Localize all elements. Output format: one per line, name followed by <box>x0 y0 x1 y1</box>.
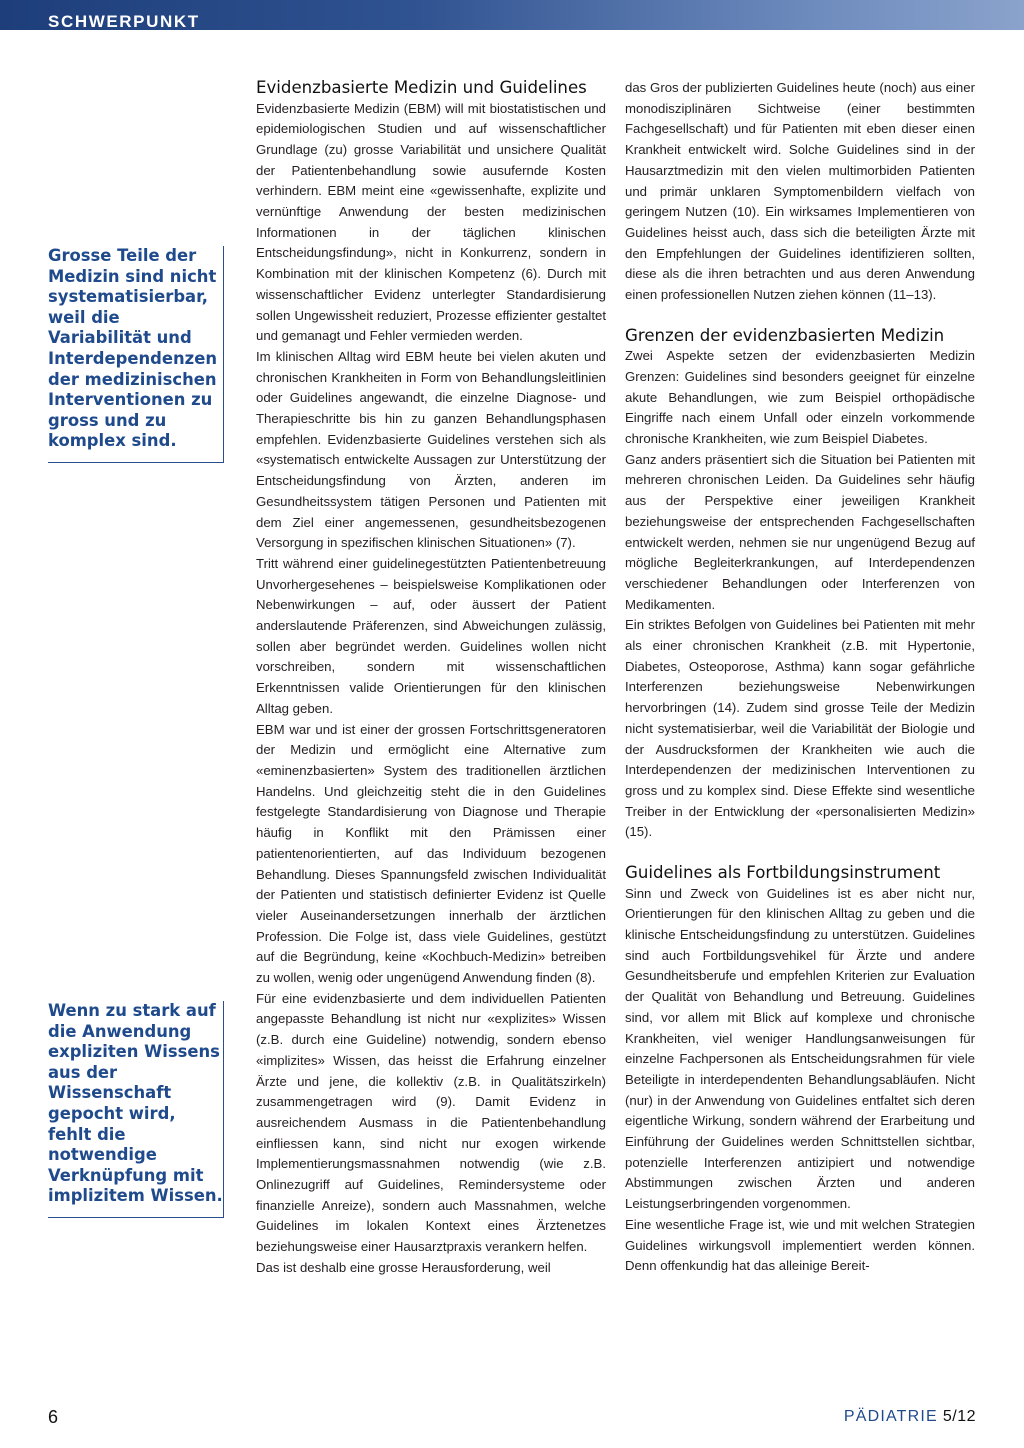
section-label: SCHWERPUNKT <box>48 12 200 31</box>
body-paragraph: Eine wesentliche Frage ist, wie und mit welchen Strategien Guidelines wirkungsvoll implementiert werden können. Denn offenkundig hat das alleinige Bereit- <box>625 1216 975 1274</box>
journal-name: PÄDIATRIE <box>843 1408 938 1425</box>
pull-quote-1 <box>48 246 224 463</box>
body-paragraph: das Gros der publizierten Guidelines heute (noch) aus einer monodisziplinären Sichtweise (einer bestimmten Fachgesellschaft) und für Patienten mit eben dieser einen Krankheit entwickelt wird. Solche Guidelines sind in der Hausarztmedizin mit den vielen multimorbiden Patienten und primär unklaren Symptomenbildern vielfach von geringem Nutzen (10). Ein wirksames Implementieren von Guidelines heisst auch, dass sich die beteiligten Ärzte mit den Empfehlungen der Guidelines identifizieren sollten, diese als die ihren betrachten und aus deren Anwendung einen professionellen Nutzen ziehen können (11–13). <box>625 80 975 303</box>
body-paragraph: Das ist deshalb eine grosse Herausforderung, weil <box>256 1259 551 1275</box>
body-paragraph: Zwei Aspekte setzen der evidenzbasierten Medizin Grenzen: Guidelines sind besonders geeignet für einzelne akute Behandlungen, wie zum Beispiel orthopädische Eingriffe nach einem Unfall oder einzeln vorkommende chronische Krankheiten, wie zum Beispiel Diabetes. <box>625 348 975 447</box>
page-number: 6 <box>48 1407 59 1427</box>
pull-quote-2 <box>48 1001 224 1218</box>
body-paragraph: EBM war und ist einer der grossen Fortschrittsgeneratoren der Medizin und ermöglicht eine Alternative zum «eminenzbasierten» System des traditionellen ärztlichen Handelns. Und gleichzeitig steht die in den Guidelines festgelegte Standardisierung von Diagnose und Therapie häufig in Konflikt mit den Prämissen einer patientenorientierten, auf das Individuum bezogenen Behandlung. Dieses Spannungsfeld zwischen Individualität der Patienten und statistisch definierter Evidenz ist Quelle vieler Auseinandersetzungen innerhalb der ärztlichen Profession. Die Folge ist, dass viele Guidelines, gestützt auf die Begründung, keine «Kochbuch-Medizin» betreiben zu wollen, wenig oder ungenügend Anwendung finden (8). <box>256 721 606 986</box>
body-paragraph: Ganz anders präsentiert sich die Situation bei Patienten mit mehreren chronischen Leiden. Da Guidelines sehr häufig aus der Perspektive einer jeweiligen Krankheit beziehungsweise der entsprechenden Fachgesellschaften entwickelt werden, nehmen sie nur ungenügend Bezug auf mögliche Begleiterkrankungen, auf Interdependenzen verschiedener Behandlungen oder Interferenzen von Medikamenten. <box>625 451 975 612</box>
body-paragraph: Für eine evidenzbasierte und dem individuellen Patienten angepasste Behandlung ist nicht nur «explizites» Wissen (z.B. durch eine Guideline) notwendig, sondern ebenso «implizites» Wissen, das heisst die Erfahrung einzelner Ärzte und jene, die kollektiv (z.B. in Qualitätszirkeln) zusammengetragen wird (9). Damit Evidenz in ausreichendem Ausmass in die Patientenbehandlung einfliessen kann, sind nicht nur exogen wirkende Implementierungsmassnahmen notwendig (wie z.B. Onlinezugriff auf Guidelines, Remindersysteme oder finanzielle Anreize), sondern auch Massnahmen, welche Guidelines im lokalen Kontext eines Ärztenetzes beziehungsweise einer Hausarztpraxis verankern helfen. <box>256 990 606 1255</box>
section-header-bar <box>0 0 1024 30</box>
section-heading: Guidelines als Fortbildungsinstrument <box>625 863 941 883</box>
body-paragraph: Ein striktes Befolgen von Guidelines bei Patienten mit mehr als einer chronischen Krankheit (z.B. mit Hypertonie, Diabetes, Osteoporose, Asthma) kann sogar gefährliche Interferenzen beziehungsweise Nebenwirkungen hervorbringen (14). Zudem sind grosse Teile der Medizin nicht systematisierbar, weil die Variabilität der Biologie und der Ausdrucksformen der Krankheiten wie auch die Interdependenzen der medizinischen Interventionen zu gross und zu komplex sind. Diese Effekte sind wesentliche Treiber in der Entwicklung der «personalisierten Medizin» (15). <box>625 617 975 840</box>
pull-quote-text: Wenn zu stark auf die Anwendung expliziten Wissens aus der Wissenschaft gepocht wird, fehlt die notwendige Verknüpfung mit implizitem Wissen. <box>48 1001 223 1206</box>
body-paragraph: Im klinischen Alltag wird EBM heute bei vielen akuten und chronischen Krankheiten in Form von Behandlungsleitlinien oder Guidelines angewandt, die einzelne Diagnose- und Therapieschritte bis hin zu ganzen Behandlungsphasen empfehlen. Evidenzbasierte Guidelines verstehen sich als «systematisch entwickelte Aussagen zur Unterstützung der Entscheidungsfindung von Ärzten, anderen im Gesundheitssystem tätigen Personen und Patienten mit dem Ziel einer angemessenen, gesundheitsbezogenen Versorgung in spezifischen klinischen Situationen» (7). <box>256 348 606 551</box>
pull-quote-text: Grosse Teile der Medizin sind nicht systematisierbar, weil die Variabilität und Interdependenzen der medizinischen Interventionen zu gross und zu komplex sind. <box>48 246 218 451</box>
issue-number: 5/12 <box>942 1408 976 1425</box>
body-paragraph: Evidenzbasierte Medizin (EBM) will mit biostatistischen und epidemiologischen Studien und auf wissenschaftlicher Grundlage (zu) grosse Variabilität und unsichere Qualität der Patientenbehandlung sowie ausufernde Kosten verhindern. EBM meint eine «gewissenhafte, explizite und vernünftige Anwendung der besten medizinischen Informationen in der täglichen klinischen Entscheidungsfindung», nicht in Konkurrenz, sondern in Kombination mit der klinischen Kompetenz (6). Durch mit wissenschaftlicher Evidenz unterlegter Standardisierung sollen Ungewissheit reduziert, Prozesse effizienter gestaltet und gemanagt und Fehler vermieden werden. <box>256 100 606 344</box>
article-column-1 <box>256 78 606 1279</box>
section-heading: Grenzen der evidenzbasierten Medizin <box>625 325 945 345</box>
article-column-2 <box>625 78 975 1277</box>
body-paragraph: Tritt während einer guidelinegestützten Patientenbetreuung Unvorhergesehenes – beispielsweise Komplikationen oder Nebenwirkungen – auf, oder äussert der Patient anderslautende Präferenzen, sind Abweichungen zulässig, sollen aber begründet werden. Guidelines wollen nicht vorschreiben, sondern mit wissenschaftlichen Erkenntnissen valide Orientierungen für den klinischen Alltag geben. <box>256 555 606 716</box>
journal-footer <box>844 1408 976 1426</box>
section-heading: Evidenzbasierte Medizin und Guidelines <box>256 78 587 97</box>
body-paragraph: Sinn und Zweck von Guidelines ist es aber nicht nur, Orientierungen für den klinischen Alltag zu geben und die klinische Entscheidungsfindung zu unterstützen. Guidelines sind auch Fortbildungsvehikel für Ärzte und andere Gesundheitsberufe und empfehlen Kriterien zur Evaluation der Qualität von Behandlung und Betreuung. Guidelines sind, vor allem mit Blick auf komplexe und chronische Krankheiten, viel weniger Handlungsanweisungen für einzelne Fachpersonen als Entscheidungsrahmen für viele Beteiligte in interdependenten Behandlungsabläufen. Nicht (nur) in der Anwendung von Guidelines entfaltet sich deren eigentliche Wirkung, sondern während der Erarbeitung und Einführung der Guidelines werden Schnittstellen sichtbar, potenzielle Interferenzen antizipiert und notwendige Abstimmungen zwischen Ärzten und anderen Leistungserbringenden vorgenommen. <box>625 885 975 1212</box>
